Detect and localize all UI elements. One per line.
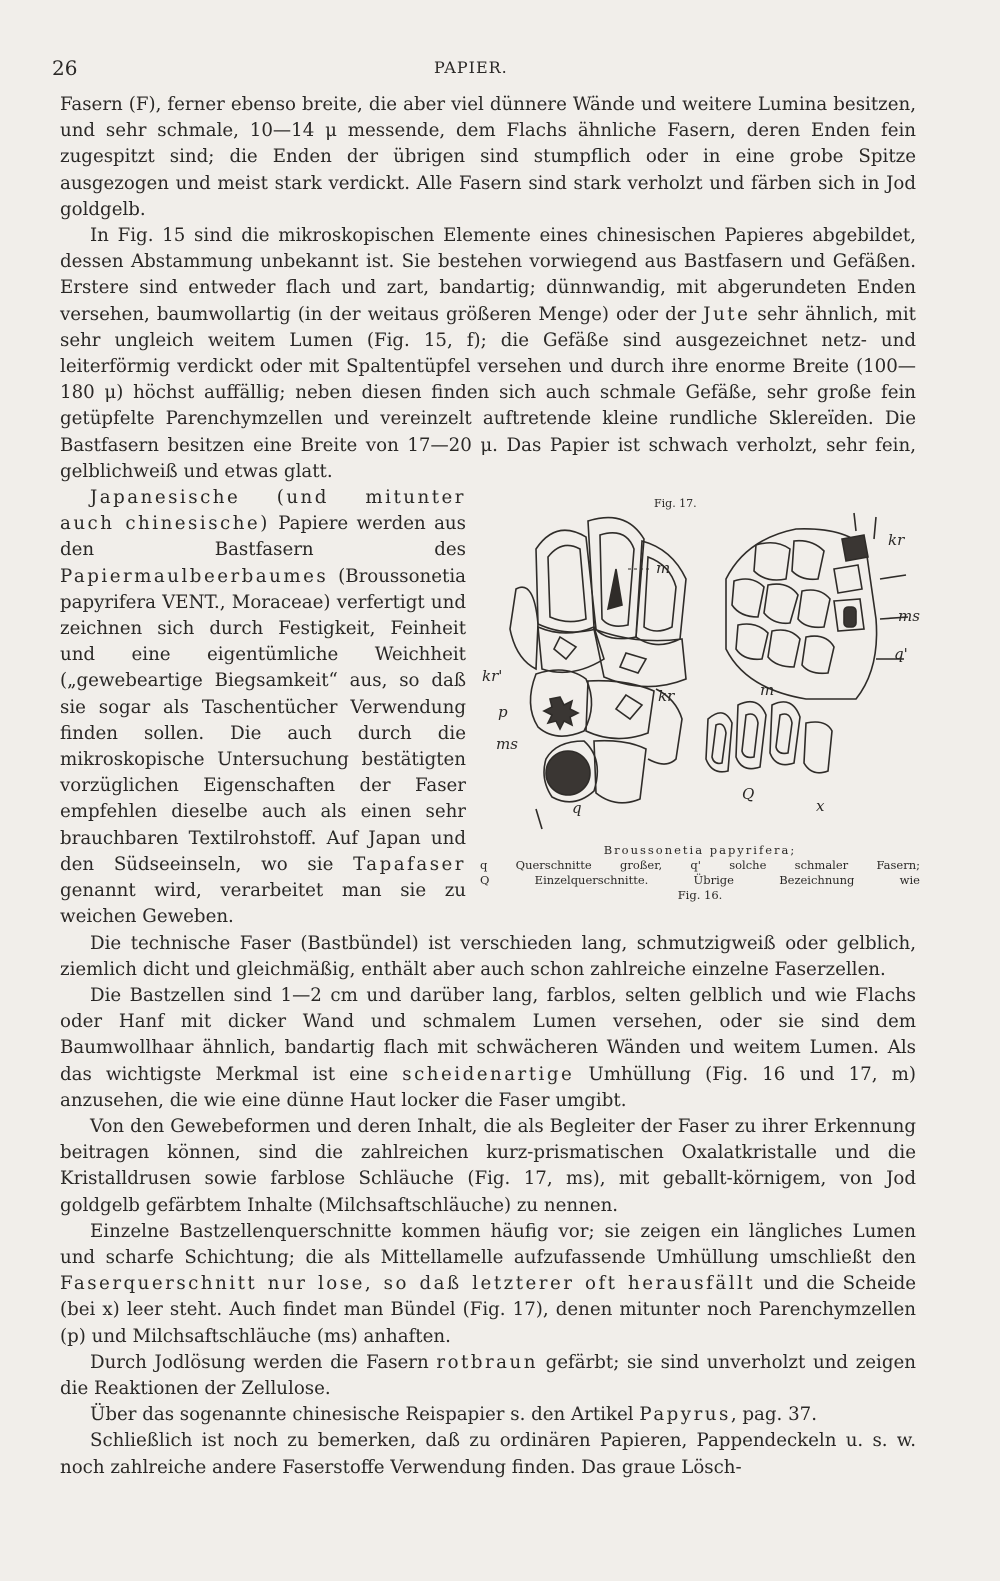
label-x: x — [816, 797, 825, 816]
running-title: PAPIER. — [434, 58, 508, 77]
figure-17 — [476, 485, 924, 917]
emphasis-tapafaser: Tapafaser — [353, 853, 466, 875]
label-kr-right: kr — [888, 531, 905, 550]
label-ms-right: ms — [898, 607, 920, 626]
label-m-left: m — [656, 559, 671, 578]
paragraph-8: Durch Jodlösung werden die Fasern rotbraun gefärbt; sie sind unverholzt und zeigen die Reaktionen der Zellulose. — [60, 1351, 916, 1399]
body-text — [60, 92, 920, 1481]
emphasis-jute: Jute — [703, 303, 751, 325]
figure-illustration — [476, 509, 920, 845]
label-kr-left: kr — [658, 687, 675, 706]
label-p: p — [498, 703, 508, 722]
page-header — [0, 56, 1000, 86]
label-m-right: m — [760, 681, 775, 700]
figure-label: Fig. 17. — [654, 497, 697, 511]
label-kr-prime: kr' — [482, 667, 503, 686]
paragraph-6: Von den Gewebeformen und deren Inhalt, die als Begleiter der Faser zu ihrer Erkennung beitragen können, sind die zahlreichen kurz-prismatischen Oxalatkristalle und die Kristalldrusen sowie farblose Schläuche (Fig. 17, ms), mit geballt-körnigem, von Jod goldgelb gefärbtem Inhalte (Milchsaftschläuche) zu nennen. — [60, 1115, 916, 1216]
paragraph-5: Die Bastzellen sind 1—2 cm und darüber lang, farblos, selten gelblich und wie Flachs oder Hanf mit dicker Wand und schmalem Lumen versehen, oder sie sind dem Baumwollhaar ähnlich, bandartig flach mit schwächeren Wänden und weitem Lumen. Als das wichtigste Merkmal ist eine scheidenartige Umhüllung (Fig. 16 und 17, m) anzusehen, die wie eine dünne Haut locker die Faser umgibt. — [60, 984, 916, 1111]
label-q: q — [572, 799, 582, 818]
label-q-prime: q' — [894, 645, 908, 664]
paragraph-2: In Fig. 15 sind die mikroskopischen Elemente eines chinesischen Papieres abgebildet, dessen Abstammung unbekannt ist. Sie bestehen vorwiegend aus Bastfasern und Gefäßen. Erstere sind entweder flach und zart, bandartig; dünnwandig, mit abgerundeten Enden versehen, baumwollartig (in der weitaus größeren Menge) oder der Jute sehr ähnlich, mit sehr ungleich weitem Lumen (Fig. 15, f); die Gefäße sind ausgezeichnet netz- und leiterförmig verdickt oder mit Spaltentüpfel versehen und durch ihre enorme Breite (100—180 μ) höchst auffällig; neben diesen finden sich auch schmale Gefäße, sehr große fein getüpfelte Parenchymzellen und vereinzelt auftretende kleine rundliche Sklereïden. Die Bastfasern besitzen eine Breite von 17—20 μ. Das Papier ist schwach verholzt, sehr fein, gelblichweiß und etwas glatt. — [60, 225, 916, 482]
paragraph-7: Einzelne Bastzellenquerschnitte kommen häufig vor; sie zeigen ein längliches Lumen und scharfe Schichtung; die als Mittellamelle aufzufassende Umhüllung umschließt den Faserquerschnitt nur lose, so daß letzterer oft herausfällt und die Scheide (bei x) leer steht. Auch findet man Bündel (Fig. 17), denen mitunter noch Parenchymzellen (p) und Milchsaftschläuche (ms) anhaften. — [60, 1220, 916, 1347]
paragraph-3: Japanesische (und mitunter auch chinesische) Papiere werden aus den Bastfasern des Papiermaulbeerbaumes (Broussonetia papyrifera VENT., Moraceae) verfertigt und zeichnen sich durch Festigkeit, Feinheit und eine eigentümliche Weichheit („gewebeartige Biegsamkeit“ aus, so daß sie sogar als Taschentücher Verwendung finden sollen. Die auch durch die mikroskopische Untersuchung bestätigten vorzüglichen Eigenschaften der Faser empfehlen dieselbe auch als einen sehr brauchbaren Textilrohstoff. Auf Japan und den Südseeinseln, wo sie Tapafaser genannt wird, verarbeitet man sie zu weichen Geweben. — [60, 487, 466, 928]
paragraph-9: Über das sogenannte chinesische Reispapier s. den Artikel Papyrus, pag. 37. — [90, 1404, 818, 1426]
label-ms-left: ms — [496, 735, 518, 754]
emphasis-papiermaulbeerbaum: Papiermaulbeerbaumes — [60, 565, 329, 587]
paragraph-10: Schließlich ist noch zu bemerken, daß zu ordinären Papieren, Pappendeckeln u. s. w. noch zahlreiche andere Faserstoffe Verwendung finden. Das graue Lösch- — [60, 1430, 916, 1478]
label-Q: Q — [742, 785, 755, 804]
paragraph-4: Die technische Faser (Bastbündel) ist verschieden lang, schmutzigweiß oder gelblich, ziemlich dicht und gleichmäßig, enthält aber auch schon zahlreiche einzelne Faserzellen. — [60, 932, 916, 980]
page-number: 26 — [52, 56, 78, 80]
paragraph-1: Fasern (F), ferner ebenso breite, die aber viel dünnere Wände und weitere Lumina besitzen, und sehr schmale, 10—14 μ messende, dem Flachs ähnliche Fasern, deren Enden fein zugespitzt sind; die Enden der übrigen sind stumpflich oder in eine grobe Spitze ausgezogen und meist stark verdickt. Alle Fasern sind stark verholzt und färben sich in Jod goldgelb. — [60, 94, 916, 220]
figure-caption: Broussonetia papyrifera; q Querschnitte großer, q' solche schmaler Fasern; Q Einzelquerschnitte. Übrige Bezeichnung wie Fig. 16. — [480, 843, 920, 903]
